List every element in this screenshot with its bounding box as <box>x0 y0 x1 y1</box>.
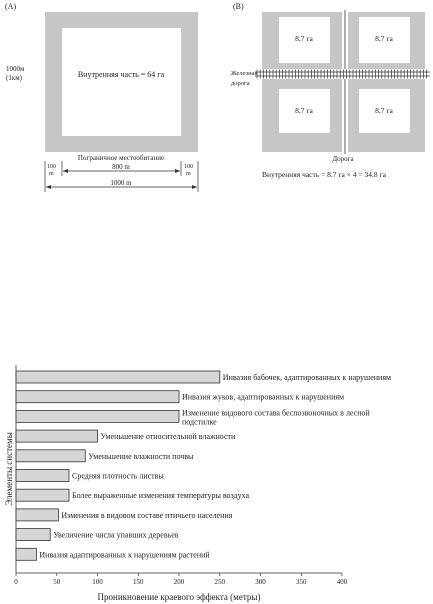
bar-label: Уменьшение влажности почвы <box>88 451 194 461</box>
bar <box>16 529 50 541</box>
bar <box>16 410 179 422</box>
border-habitat-label: Пограничное местообитание <box>77 154 165 162</box>
x-axis-label: Проникновение краевого эффекта (метры) <box>97 592 261 602</box>
x-tick-label: 400 <box>336 578 348 586</box>
panel-a-label: (A) <box>5 2 17 11</box>
cell-area-label: 8,7 га <box>295 34 313 43</box>
dim-left-value: 100 <box>47 164 56 170</box>
bar <box>16 509 58 521</box>
bar-label: Уменьшение относительной влажности <box>100 432 236 442</box>
road-label: Дорога <box>332 155 354 163</box>
bar <box>16 391 179 403</box>
side-length-label: 1000м <box>6 65 25 73</box>
edge-effect-bar-chart <box>4 365 391 602</box>
bar-label: Увеличение числа упавших деревьев <box>53 530 179 540</box>
railway-label-cont: дорога <box>231 80 250 87</box>
cell-area-label: 8,7 га <box>295 106 313 115</box>
y-axis-label: Элементы системы <box>4 432 14 506</box>
bar-label: Инвазия жуков, адаптированных к нарушениям <box>182 392 345 402</box>
dim-middle-label: 800 m <box>112 163 130 171</box>
bar-label: Изменения в видовом составе птичьего населения <box>61 510 233 520</box>
bar-label: Инвазия бабочек, адаптированных к нарушениям <box>222 373 392 382</box>
railway-label: Железная <box>231 70 258 77</box>
panel-a <box>5 2 198 192</box>
dim-left-unit: m <box>49 171 54 177</box>
cell-area-label: 8,7 га <box>375 34 393 43</box>
bar-label: Более выраженные изменения температуры воздуха <box>72 491 250 501</box>
panel-b <box>231 2 430 179</box>
bar-label: Изменение видового состава беспозвоночных в лесной подстилке <box>182 408 370 427</box>
cell-area-label: 8,7 га <box>375 106 393 115</box>
bar <box>16 548 36 560</box>
bar <box>16 489 69 501</box>
x-tick-label: 250 <box>214 578 226 586</box>
railway <box>255 69 430 79</box>
dim-total-label: 1000 m <box>110 179 132 187</box>
x-tick-label: 0 <box>14 578 18 586</box>
bar <box>16 470 69 482</box>
bar <box>16 450 85 462</box>
dim-right-value: 100 <box>184 164 193 170</box>
x-tick-label: 100 <box>92 578 103 586</box>
x-tick-label: 50 <box>53 578 61 586</box>
x-tick-label: 200 <box>173 578 185 586</box>
bar <box>16 371 220 383</box>
side-length-km-label: (1км) <box>6 74 22 82</box>
bar <box>16 430 98 442</box>
bar-label: Инвазия адаптированных к нарушениям растений <box>39 550 210 560</box>
fragmented-interior-summary: Внутренняя часть = 8.7 га × 4 = 34.8 га <box>262 170 386 179</box>
dim-right-unit: m <box>186 171 191 177</box>
bar-label: Средняя плотность листвы <box>72 471 164 481</box>
interior-area <box>62 28 181 136</box>
panel-b-label: (B) <box>233 2 244 11</box>
x-tick-label: 350 <box>296 578 307 586</box>
x-tick-label: 300 <box>255 578 266 586</box>
interior-label: Внутренняя часть = 64 га <box>77 70 165 79</box>
x-tick-label: 150 <box>133 578 144 586</box>
